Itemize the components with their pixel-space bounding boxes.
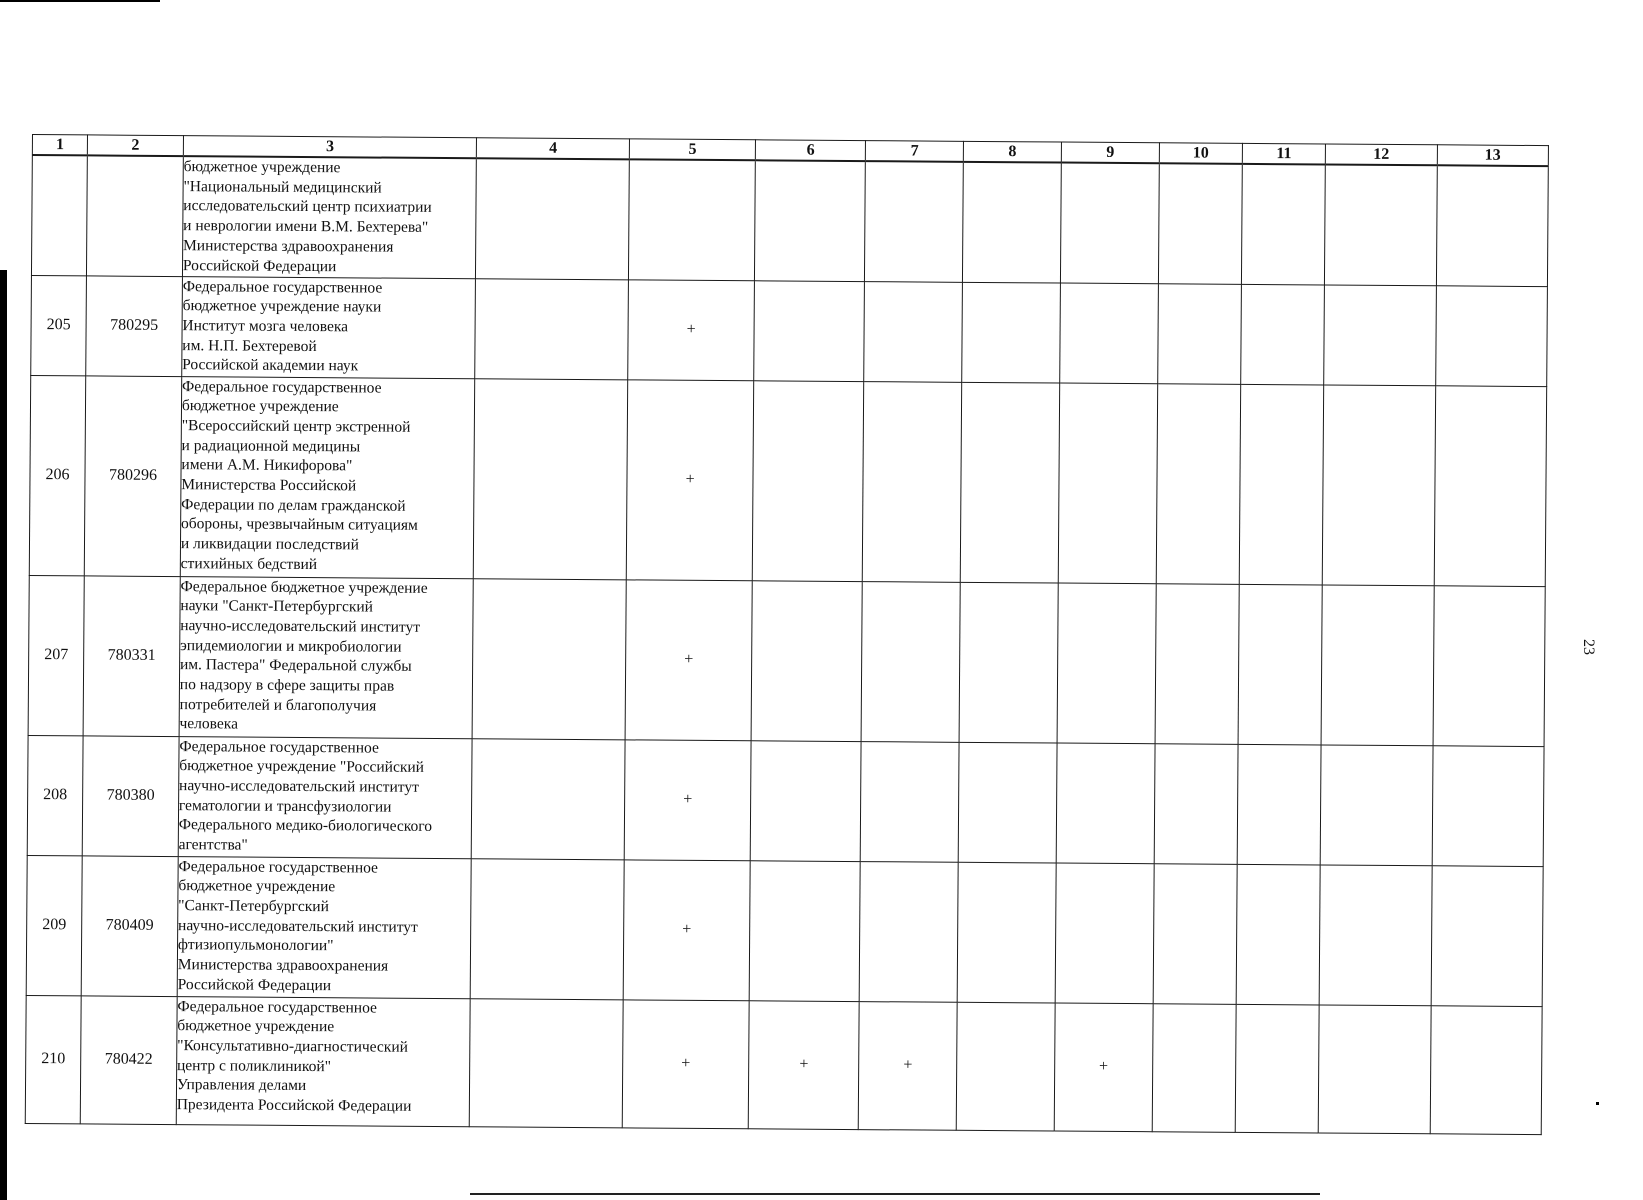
column-header: 13 [1437,145,1549,166]
mark-cell [959,582,1058,743]
mark-cell [472,578,626,739]
mark-cell [1322,384,1435,585]
mark-cell [1435,285,1547,386]
mark-cell [865,161,964,282]
column-header: 9 [1061,142,1159,163]
column-header: 3 [183,136,477,159]
mark-cell [1239,384,1324,585]
mark-cell [1319,864,1431,1005]
organization-name: Федеральное государственное бюджетное учреждение науки Институт мозга человека им. Н.П. Бехтеревой Российской академии наук [182,276,476,378]
mark-cell [1056,743,1155,864]
row-number: 205 [31,275,87,375]
register-table [25,134,1549,1135]
mark-cell [476,158,630,279]
row-code: 780422 [80,995,177,1124]
mark-cell [863,381,962,582]
row-code: 780295 [86,275,182,376]
column-header: 7 [866,141,964,162]
mark-cell [1237,744,1321,865]
mark-cell [1324,284,1436,385]
mark-cell [475,278,629,379]
row-code: 780409 [81,855,178,996]
mark-cell: + [748,1000,859,1129]
mark-cell [470,858,624,999]
mark-cell [1325,164,1437,285]
mark-cell: + [625,579,752,740]
mark-cell: + [859,1001,958,1130]
row-number: 207 [28,575,84,735]
column-header: 5 [630,139,756,160]
mark-cell [963,162,1062,283]
row-number [31,155,87,275]
mark-cell [962,282,1061,383]
mark-cell [1156,383,1241,584]
mark-cell [471,738,625,859]
row-code [87,155,184,276]
scan-artifact-left-edge [0,270,7,1200]
mark-cell [1434,385,1547,586]
mark-cell [957,862,1056,1003]
mark-cell [1238,584,1322,745]
mark-cell [1157,283,1241,384]
column-header: 12 [1326,144,1437,165]
mark-cell [755,160,866,281]
mark-cell [1321,584,1433,745]
mark-cell [958,742,1057,863]
mark-cell [1320,744,1432,865]
mark-cell [470,998,624,1127]
mark-cell [1235,1004,1319,1133]
row-number: 208 [27,735,83,855]
mark-cell [1236,864,1320,1005]
mark-cell [1436,165,1548,286]
column-header: 10 [1159,143,1242,164]
scan-artifact-bottom-line [470,1193,1320,1195]
mark-cell [864,281,963,382]
organization-name: Федеральное государственное бюджетное учреждение "Консультативно-диагностический центр с поликлиникой" Управления делами Президента Российской Федерации [176,996,470,1126]
row-number: 209 [26,855,82,995]
mark-cell [1433,585,1546,746]
mark-cell [750,740,861,861]
scan-artifact-speck [1596,1102,1599,1105]
mark-cell [752,380,864,581]
mark-cell [1241,164,1325,285]
mark-cell [960,382,1059,583]
mark-cell: + [622,999,749,1128]
organization-name: Федеральное государственное бюджетное учреждение "Всероссийский центр экстренной и радиационной медицины имени А.М. Никифорова" Министерства Российской Федерации по делам гражданской обороны, чрезвычайным ситуациям и ликвидации последствий стихийных бедствий [180,376,475,578]
mark-cell: + [624,739,751,860]
table-row [31,275,1548,386]
mark-cell [1152,1003,1236,1132]
column-header: 6 [755,140,865,161]
mark-cell [1057,583,1156,744]
mark-cell [956,1002,1055,1131]
row-code: 780380 [82,735,179,856]
mark-cell [1155,583,1239,744]
mark-cell [861,581,960,742]
organization-name: Федеральное государственное бюджетное учреждение "Российский научно-исследовательский институт гематологии и трансфузиологии Федерального медико-биологического агентства" [178,736,472,858]
column-header: 4 [477,138,630,160]
table-row [26,855,1543,1006]
page-number: 23 [1580,639,1597,655]
mark-cell [1241,284,1325,385]
mark-cell [1154,743,1238,864]
mark-cell [1060,283,1159,384]
mark-cell: + [1054,1003,1153,1132]
organization-name: Федеральное бюджетное учреждение науки "Санкт-Петербургский научно-исследовательский институт эпидемиологии и микробиологии им. Пастера" Федеральной службы по надзору в сфере защиты прав потребителей и благополучия человека [179,576,474,738]
mark-cell [861,741,960,862]
row-number: 210 [25,995,81,1123]
table-row [28,575,1545,746]
mark-cell [860,861,959,1002]
mark-cell [629,159,756,280]
column-header: 2 [87,135,183,156]
mark-cell [749,860,860,1001]
mark-cell: + [623,859,750,1000]
mark-cell [474,378,628,579]
mark-cell: + [626,379,753,580]
mark-cell [1060,163,1159,284]
mark-cell [1055,863,1154,1004]
column-header: 1 [32,135,87,156]
scan-artifact-top-line [0,0,160,2]
row-code: 780296 [84,375,181,576]
row-code: 780331 [83,575,180,736]
mark-cell [751,580,862,741]
row-number: 206 [29,375,86,575]
mark-cell [1153,863,1237,1004]
column-header: 8 [963,141,1061,162]
organization-name: Федеральное государственное бюджетное учреждение "Санкт-Петербургский научно-исследовательский институт фтизиопульмонологии" Министерства здравоохранения Российской Федерации [177,856,471,998]
table-row [29,375,1546,586]
organization-name: бюджетное учреждение "Национальный медицинский исследовательский центр психиатрии и неврологии имени В.М. Бехтерева" Министерства здравоохранения Российской Федерации [182,156,476,278]
table-row [25,995,1542,1134]
mark-cell [1318,1004,1430,1133]
mark-cell [1431,865,1543,1006]
mark-cell [754,280,865,381]
mark-cell: + [628,279,755,380]
mark-cell [1058,383,1157,584]
table-row [31,155,1548,286]
mark-cell [1158,163,1242,284]
column-header: 11 [1242,143,1325,164]
table-row [27,735,1544,866]
mark-cell [1432,745,1544,866]
mark-cell [1430,1005,1542,1134]
